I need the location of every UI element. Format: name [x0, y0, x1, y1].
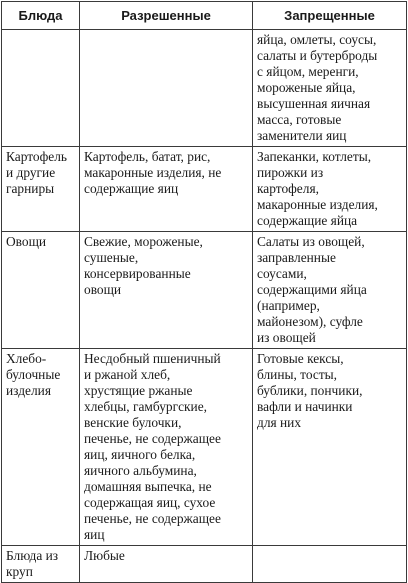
dish-cell — [2, 30, 80, 147]
forbidden-cell: Запеканки, котлеты, пирожки из картофеля, макаронные изделия, содержащие яйца — [253, 147, 407, 232]
table-row — [2, 232, 407, 349]
forbidden-cell — [253, 546, 407, 583]
allowed-cell: Свежие, мороженые, сушеные, консервированные овощи — [80, 232, 253, 349]
diet-table — [1, 1, 407, 583]
dish-cell: Хлебо- булочные изделия — [2, 349, 80, 546]
table-row — [2, 147, 407, 232]
header-forbidden: Запрещенные — [253, 2, 407, 30]
dish-cell: Блюда из круп — [2, 546, 80, 583]
forbidden-cell: Салаты из овощей, заправленные соусами, содержащими яйца (например, майонезом), суфле из овощей — [253, 232, 407, 349]
table-row — [2, 349, 407, 546]
allowed-cell: Несдобный пшеничный и ржаной хлеб, хрустящие ржаные хлебцы, гамбургские, венские булочки, печенье, не содержащее яиц, яичного белка, яичного альбумина, домашняя выпечка, не содержащая яиц, сухое печенье, не содержащее яиц — [80, 349, 253, 546]
dish-cell: Овощи — [2, 232, 80, 349]
allowed-cell: Картофель, батат, рис, макаронные изделия, не содержащие яиц — [80, 147, 253, 232]
header-allowed: Разрешенные — [80, 2, 253, 30]
table-row — [2, 546, 407, 583]
table-row — [2, 30, 407, 147]
dish-cell: Картофель и другие гарниры — [2, 147, 80, 232]
forbidden-cell: яйца, омлеты, соусы, салаты и бутерброды с яйцом, меренги, мороженые яйца, высушенная яичная масса, готовые заменители яиц — [253, 30, 407, 147]
allowed-cell: Любые — [80, 546, 253, 583]
table-header-row — [2, 2, 407, 30]
forbidden-cell: Готовые кексы, блины, тосты, бублики, пончики, вафли и начинки для них — [253, 349, 407, 546]
header-dishes: Блюда — [2, 2, 80, 30]
allowed-cell — [80, 30, 253, 147]
